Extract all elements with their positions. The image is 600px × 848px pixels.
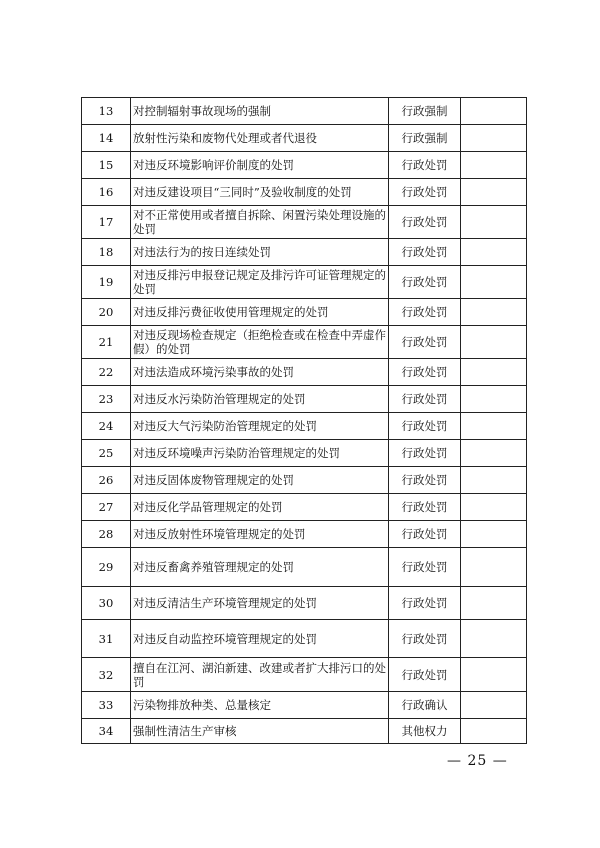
remark-cell xyxy=(461,386,527,413)
power-category: 行政处罚 xyxy=(389,326,461,359)
row-number: 23 xyxy=(82,386,131,413)
power-category: 行政处罚 xyxy=(389,266,461,299)
table-row xyxy=(82,467,527,494)
remark-cell xyxy=(461,719,527,744)
power-category: 行政处罚 xyxy=(389,152,461,179)
item-name: 对违反排污申报登记规定及排污许可证管理规定的处罚 xyxy=(131,266,389,299)
table-row xyxy=(82,587,527,620)
item-name: 对违反环境噪声污染防治管理规定的处罚 xyxy=(131,440,389,467)
power-category: 行政处罚 xyxy=(389,413,461,440)
item-name: 对违反化学品管理规定的处罚 xyxy=(131,494,389,521)
row-number: 15 xyxy=(82,152,131,179)
table-row xyxy=(82,299,527,326)
item-name: 对违反现场检查规定（拒绝检查或在检查中弄虚作假）的处罚 xyxy=(131,326,389,359)
table-row xyxy=(82,620,527,658)
table-row xyxy=(82,206,527,239)
item-name: 对违反大气污染防治管理规定的处罚 xyxy=(131,413,389,440)
row-number: 29 xyxy=(82,548,131,587)
power-category: 行政处罚 xyxy=(389,467,461,494)
table-row xyxy=(82,494,527,521)
power-category: 行政处罚 xyxy=(389,299,461,326)
power-category: 行政强制 xyxy=(389,125,461,152)
item-name: 对违反建设项目“三同时”及验收制度的处罚 xyxy=(131,179,389,206)
table-row xyxy=(82,719,527,744)
remark-cell xyxy=(461,326,527,359)
item-name: 对不正常使用或者擅自拆除、闲置污染处理设施的处罚 xyxy=(131,206,389,239)
power-list-table xyxy=(81,97,527,744)
power-category: 行政处罚 xyxy=(389,239,461,266)
row-number: 27 xyxy=(82,494,131,521)
remark-cell xyxy=(461,548,527,587)
table-row xyxy=(82,152,527,179)
power-category: 行政处罚 xyxy=(389,548,461,587)
remark-cell xyxy=(461,299,527,326)
remark-cell xyxy=(461,359,527,386)
row-number: 26 xyxy=(82,467,131,494)
remark-cell xyxy=(461,239,527,266)
remark-cell xyxy=(461,179,527,206)
remark-cell xyxy=(461,467,527,494)
table-row xyxy=(82,658,527,692)
remark-cell xyxy=(461,494,527,521)
item-name: 强制性清洁生产审核 xyxy=(131,719,389,744)
item-name: 对违法行为的按日连续处罚 xyxy=(131,239,389,266)
remark-cell xyxy=(461,125,527,152)
remark-cell xyxy=(461,620,527,658)
remark-cell xyxy=(461,98,527,125)
item-name: 对违反水污染防治管理规定的处罚 xyxy=(131,386,389,413)
power-category: 行政处罚 xyxy=(389,206,461,239)
row-number: 16 xyxy=(82,179,131,206)
power-category: 行政处罚 xyxy=(389,359,461,386)
table-row xyxy=(82,521,527,548)
row-number: 34 xyxy=(82,719,131,744)
item-name: 对违反放射性环境管理规定的处罚 xyxy=(131,521,389,548)
row-number: 18 xyxy=(82,239,131,266)
table-row xyxy=(82,98,527,125)
item-name: 对违法造成环境污染事故的处罚 xyxy=(131,359,389,386)
row-number: 17 xyxy=(82,206,131,239)
power-category: 行政处罚 xyxy=(389,386,461,413)
row-number: 20 xyxy=(82,299,131,326)
power-category: 行政确认 xyxy=(389,692,461,719)
item-name: 对控制辐射事故现场的强制 xyxy=(131,98,389,125)
table-row xyxy=(82,359,527,386)
remark-cell xyxy=(461,440,527,467)
item-name: 放射性污染和废物代处理或者代退役 xyxy=(131,125,389,152)
table-row xyxy=(82,239,527,266)
item-name: 对违反清洁生产环境管理规定的处罚 xyxy=(131,587,389,620)
row-number: 30 xyxy=(82,587,131,620)
item-name: 擅自在江河、湖泊新建、改建或者扩大排污口的处罚 xyxy=(131,658,389,692)
power-category: 行政处罚 xyxy=(389,658,461,692)
remark-cell xyxy=(461,152,527,179)
row-number: 19 xyxy=(82,266,131,299)
table-row xyxy=(82,326,527,359)
remark-cell xyxy=(461,413,527,440)
row-number: 25 xyxy=(82,440,131,467)
row-number: 21 xyxy=(82,326,131,359)
remark-cell xyxy=(461,521,527,548)
row-number: 32 xyxy=(82,658,131,692)
power-category: 行政强制 xyxy=(389,98,461,125)
row-number: 28 xyxy=(82,521,131,548)
power-category: 行政处罚 xyxy=(389,587,461,620)
remark-cell xyxy=(461,266,527,299)
remark-cell xyxy=(461,206,527,239)
power-category: 行政处罚 xyxy=(389,620,461,658)
row-number: 33 xyxy=(82,692,131,719)
item-name: 对违反固体废物管理规定的处罚 xyxy=(131,467,389,494)
item-name: 对违反环境影响评价制度的处罚 xyxy=(131,152,389,179)
item-name: 对违反自动监控环境管理规定的处罚 xyxy=(131,620,389,658)
item-name: 对违反排污费征收使用管理规定的处罚 xyxy=(131,299,389,326)
row-number: 22 xyxy=(82,359,131,386)
power-category: 行政处罚 xyxy=(389,179,461,206)
remark-cell xyxy=(461,658,527,692)
item-name: 对违反畜禽养殖管理规定的处罚 xyxy=(131,548,389,587)
table-row xyxy=(82,125,527,152)
item-name: 污染物排放种类、总量核定 xyxy=(131,692,389,719)
row-number: 13 xyxy=(82,98,131,125)
page-number: — 25 — xyxy=(447,753,508,769)
table-row xyxy=(82,413,527,440)
row-number: 31 xyxy=(82,620,131,658)
table-body xyxy=(82,98,527,744)
table-row xyxy=(82,386,527,413)
table-row xyxy=(82,179,527,206)
power-category: 行政处罚 xyxy=(389,521,461,548)
table-row xyxy=(82,692,527,719)
power-category: 其他权力 xyxy=(389,719,461,744)
power-category: 行政处罚 xyxy=(389,440,461,467)
table-row xyxy=(82,440,527,467)
remark-cell xyxy=(461,587,527,620)
table-row xyxy=(82,548,527,587)
row-number: 14 xyxy=(82,125,131,152)
power-category: 行政处罚 xyxy=(389,494,461,521)
row-number: 24 xyxy=(82,413,131,440)
table-row xyxy=(82,266,527,299)
remark-cell xyxy=(461,692,527,719)
